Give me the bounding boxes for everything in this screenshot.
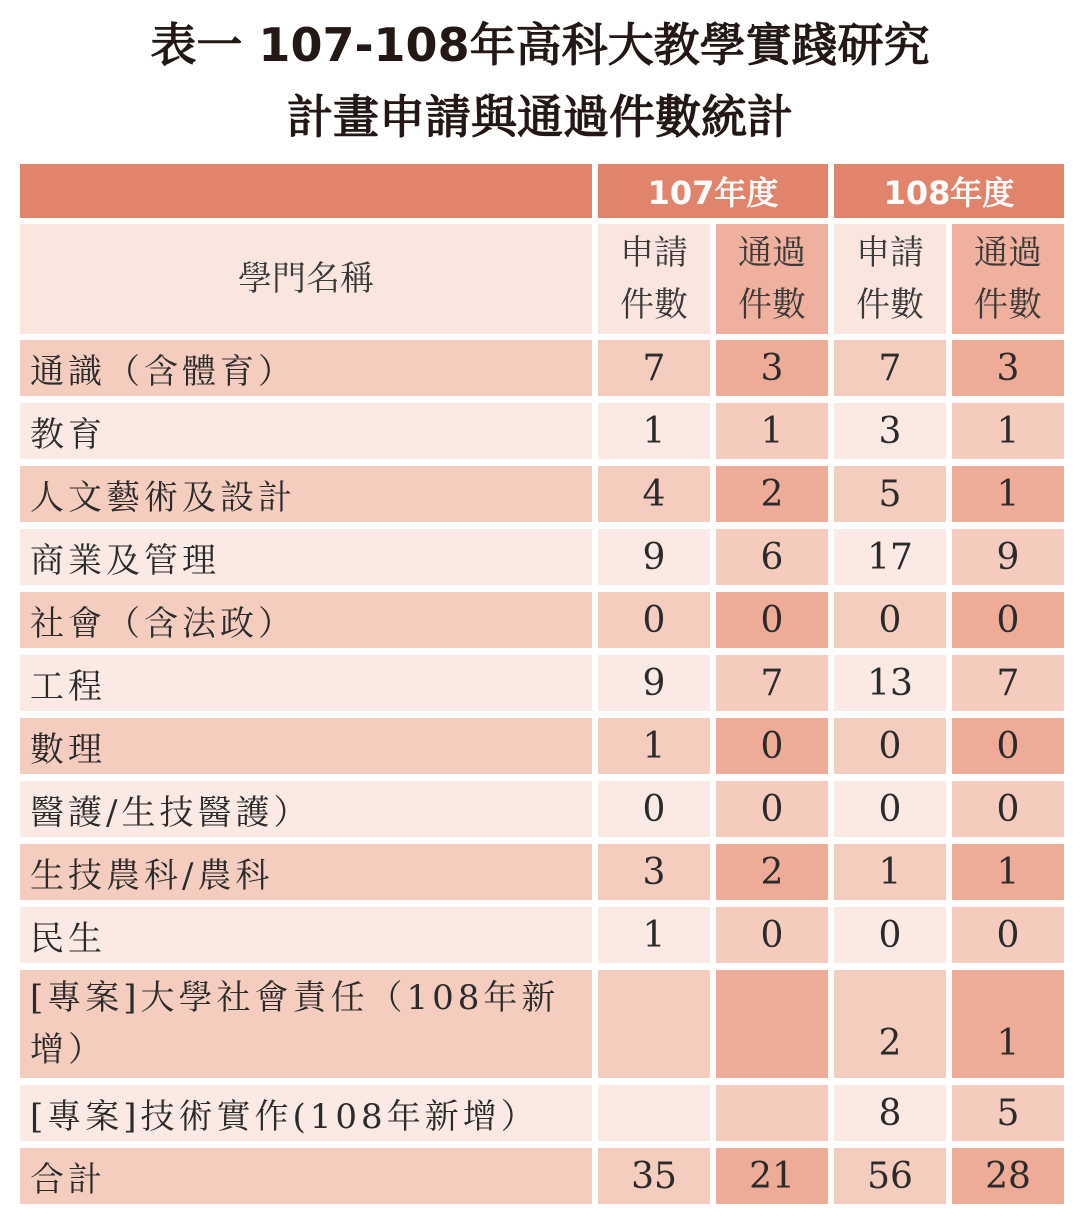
cell-passed-107 [716,1085,828,1141]
row-name: 民生 [20,907,592,963]
cell-passed-107: 2 [716,466,828,522]
passed-header-line1: 通過 [974,233,1042,273]
passed-header-line2: 件數 [738,285,806,325]
name-column-header: 學門名稱 [20,224,592,334]
cell-applied-108: 0 [834,718,946,774]
table-title-line2: 計畫申請與通過件數統計 [287,90,793,144]
cell-applied-107: 1 [598,718,710,774]
cell-passed-107: 6 [716,529,828,585]
row-name: 人文藝術及設計 [20,466,592,522]
table-title-line1: 表一 107-108年高科大教學實踐研究 [150,18,930,72]
cell-passed-107 [716,970,828,1078]
applied-header-line1: 申請 [620,233,688,273]
cell-applied-107: 9 [598,529,710,585]
cell-passed-108: 0 [952,592,1064,648]
passed-count-header-107 [716,224,828,334]
cell-applied-107: 3 [598,844,710,900]
row-name: 通識（含體育） [20,340,592,396]
applied-header-line1: 申請 [856,233,924,273]
cell-passed-107: 7 [716,655,828,711]
cell-applied-108: 1 [834,844,946,900]
cell-applied-108: 8 [834,1085,946,1141]
passed-header-line2: 件數 [974,285,1042,325]
cell-applied-107 [598,1085,710,1141]
cell-applied-107: 7 [598,340,710,396]
cell-applied-108: 7 [834,340,946,396]
cell-applied-107: 1 [598,403,710,459]
cell-applied-107: 9 [598,655,710,711]
cell-passed-107: 2 [716,844,828,900]
cell-passed-108: 1 [952,403,1064,459]
year-header-108: 108年度 [834,164,1064,218]
applied-header-line2: 件數 [620,285,688,325]
cell-passed-107: 0 [716,592,828,648]
cell-passed-108: 28 [952,1148,1064,1204]
cell-applied-108: 0 [834,907,946,963]
applied-header-line2: 件數 [856,285,924,325]
cell-applied-108: 2 [834,970,946,1078]
cell-applied-108: 3 [834,403,946,459]
row-name: 教育 [20,403,592,459]
cell-passed-108: 3 [952,340,1064,396]
cell-applied-107: 0 [598,781,710,837]
row-name: [專案]技術實作(108年新增） [20,1085,592,1141]
cell-applied-108: 17 [834,529,946,585]
row-name: 數理 [20,718,592,774]
applied-count-header-108 [834,224,946,334]
row-name: 生技農科/農科 [20,844,592,900]
cell-passed-107: 0 [716,718,828,774]
cell-passed-108: 1 [952,466,1064,522]
row-name: 醫護/生技醫護） [20,781,592,837]
cell-passed-107: 0 [716,907,828,963]
row-name: [專案]大學社會責任（108年新增） [20,970,592,1078]
passed-header-line1: 通過 [738,233,806,273]
cell-passed-108: 9 [952,529,1064,585]
row-name: 合計 [20,1148,592,1204]
cell-passed-108: 1 [952,970,1064,1078]
cell-applied-108: 0 [834,781,946,837]
year-header-107: 107年度 [598,164,828,218]
cell-passed-108: 0 [952,907,1064,963]
cell-passed-108: 5 [952,1085,1064,1141]
applied-count-header-107 [598,224,710,334]
cell-applied-107: 1 [598,907,710,963]
row-name: 社會（含法政） [20,592,592,648]
header-blank [20,164,592,218]
cell-applied-108: 56 [834,1148,946,1204]
cell-applied-108: 5 [834,466,946,522]
cell-applied-107 [598,970,710,1078]
cell-passed-107: 1 [716,403,828,459]
row-name: 工程 [20,655,592,711]
row-name: 商業及管理 [20,529,592,585]
cell-applied-108: 0 [834,592,946,648]
passed-count-header-108 [952,224,1064,334]
cell-applied-108: 13 [834,655,946,711]
cell-passed-107: 21 [716,1148,828,1204]
cell-applied-107: 0 [598,592,710,648]
cell-applied-107: 4 [598,466,710,522]
cell-passed-108: 1 [952,844,1064,900]
cell-passed-107: 3 [716,340,828,396]
cell-passed-108: 7 [952,655,1064,711]
cell-applied-107: 35 [598,1148,710,1204]
cell-passed-107: 0 [716,781,828,837]
cell-passed-108: 0 [952,718,1064,774]
cell-passed-108: 0 [952,781,1064,837]
